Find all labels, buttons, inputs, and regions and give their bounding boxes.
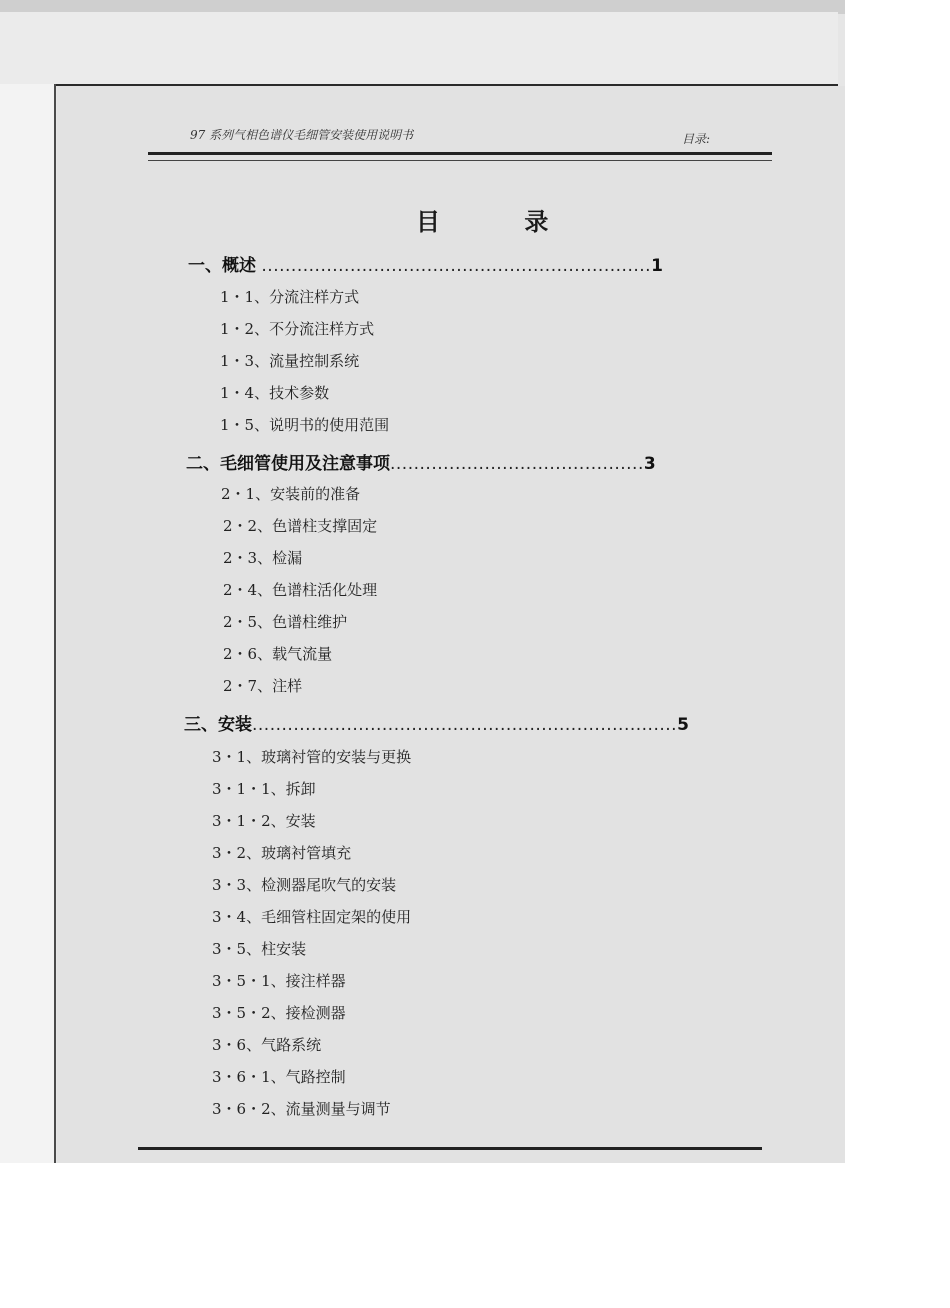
toc-item[interactable]: 3・6・2、流量测量与调节	[212, 1100, 391, 1118]
header-rule-thick	[148, 152, 772, 155]
toc-item[interactable]: 1・3、流量控制系统	[220, 352, 360, 370]
toc-item[interactable]: 3・6・1、气路控制	[212, 1068, 346, 1086]
toc-section-label: 三、安装	[184, 715, 252, 735]
toc-item[interactable]: 3・6、气路系统	[212, 1036, 322, 1054]
toc-item[interactable]: 1・4、技术参数	[220, 384, 330, 402]
toc-item[interactable]: 3・1、玻璃衬管的安装与更换	[212, 748, 412, 766]
left-page-edge	[0, 84, 56, 1163]
toc-page-number: 5	[677, 715, 689, 735]
running-header-section: 目录:	[682, 132, 711, 146]
toc-item[interactable]: 3・5・2、接检测器	[212, 1004, 346, 1022]
toc-item[interactable]: 2・6、载气流量	[223, 645, 333, 663]
toc-item[interactable]: 3・1・1、拆卸	[212, 780, 316, 798]
running-header-title: 97 系列气相色谱仪毛细管安装使用说明书	[190, 128, 414, 142]
toc-item[interactable]: 3・1・2、安装	[212, 812, 316, 830]
toc-page-number: 3	[643, 454, 656, 474]
toc-item[interactable]: 2・7、注样	[223, 677, 303, 695]
toc-item[interactable]: 3・2、玻璃衬管填充	[212, 844, 352, 862]
toc-item[interactable]: 2・4、色谱柱活化处理	[223, 581, 378, 599]
footer-rule	[138, 1147, 762, 1150]
toc-item[interactable]: 1・1、分流注样方式	[220, 288, 360, 306]
toc-title: 目 录	[416, 207, 587, 236]
toc-leader-dots: ..................................................................	[261, 256, 652, 276]
toc-item[interactable]: 1・5、说明书的使用范围	[220, 416, 390, 434]
toc-leader-dots: ...........................................	[390, 454, 644, 474]
toc-item[interactable]: 3・3、检测器尾吹气的安装	[212, 876, 397, 894]
toc-leader-dots: ........................................................................	[252, 715, 678, 735]
toc-item[interactable]: 3・4、毛细管柱固定架的使用	[212, 908, 412, 926]
document-page	[57, 86, 845, 1163]
toc-section-label: 二、毛细管使用及注意事项	[186, 454, 390, 474]
toc-section-1[interactable]	[188, 251, 663, 276]
toc-item[interactable]: 1・2、不分流注样方式	[220, 320, 375, 338]
toc-section-3[interactable]	[184, 710, 689, 735]
toc-page-number: 1	[651, 256, 663, 276]
toc-item[interactable]: 3・5、柱安装	[212, 940, 307, 958]
toc-item[interactable]: 3・5・1、接注样器	[212, 972, 346, 990]
toc-item[interactable]: 2・2、色谱柱支撑固定	[223, 517, 378, 535]
toc-item[interactable]: 2・1、安装前的准备	[221, 485, 361, 503]
previous-sheet	[0, 12, 838, 86]
toc-item[interactable]: 2・5、色谱柱维护	[223, 613, 348, 631]
toc-item[interactable]: 2・3、检漏	[223, 549, 303, 567]
header-rule-thin	[148, 160, 772, 161]
toc-section-label: 一、概述	[188, 256, 256, 276]
toc-section-2[interactable]	[186, 449, 656, 474]
